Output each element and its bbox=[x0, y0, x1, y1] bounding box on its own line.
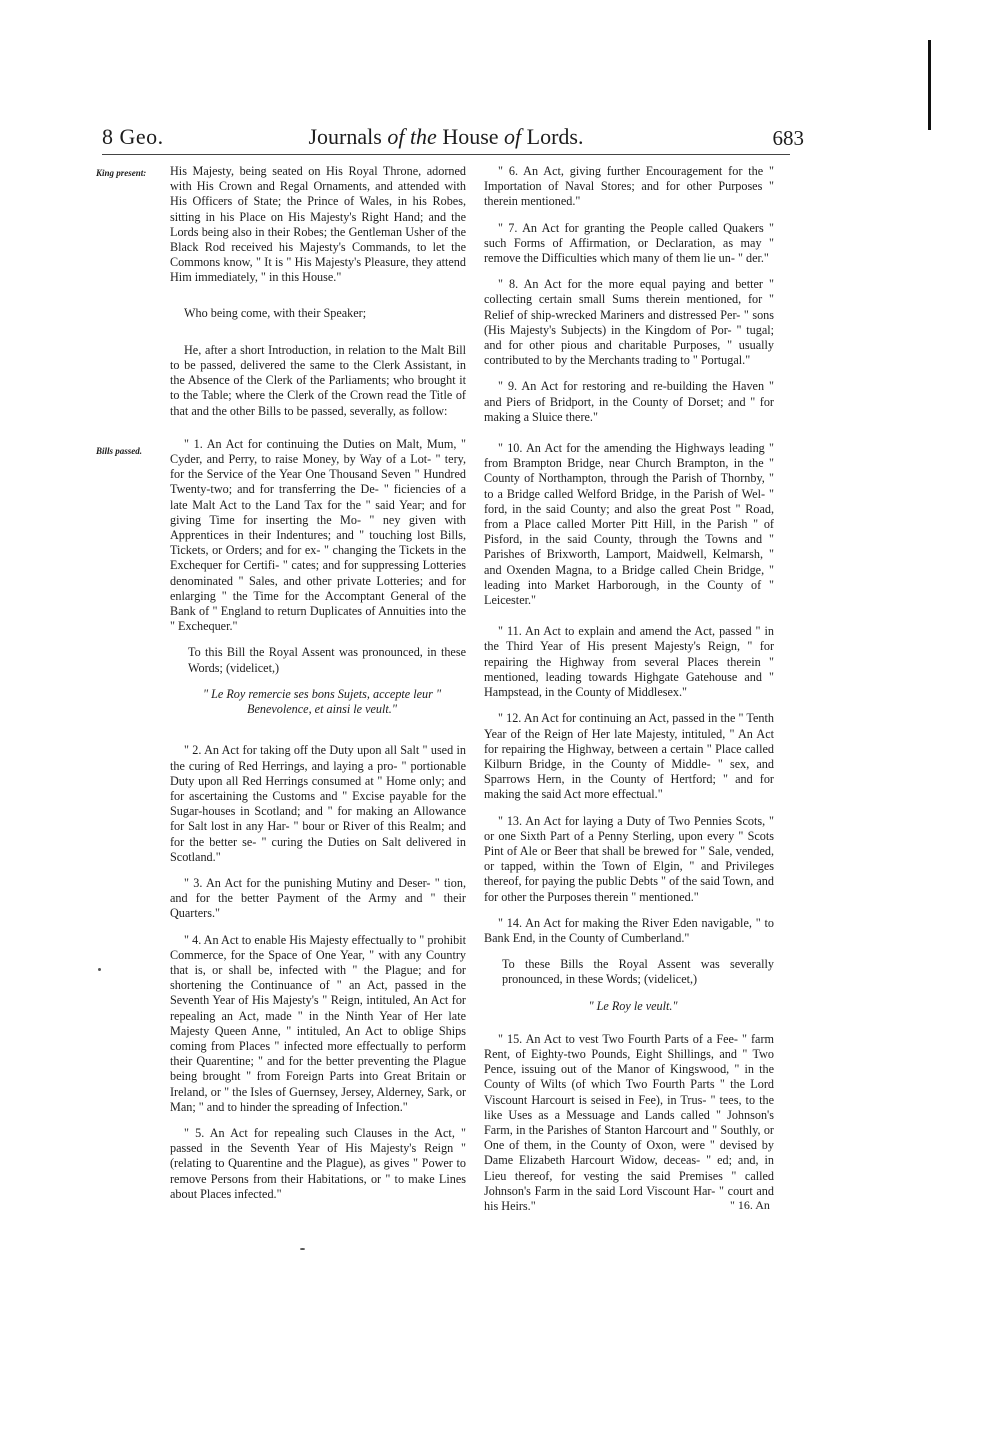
header-rule bbox=[102, 154, 790, 155]
paragraph: " 12. An Act for continuing an Act, passed in the " Tenth Year of the Reign of Her late Majesty, intituled, " An Act for repairing the Highway, between a certain " Place called Kilburn Bridge, in the County of Middle- " sex, and Sparrows Hern, in the County of Hertford; " and for making the said Act more effectual." bbox=[484, 711, 774, 802]
paragraph: " 6. An Act, giving further Encouragement for the " Importation of Naval Stores; and for other Purposes " therein mentioned." bbox=[484, 164, 774, 209]
paragraph: " 5. An Act for repealing such Clauses in the Act, " passed in the Seventh Year of His Majesty's Reign " (relating to Quarentine and the Plague), as gives " Power to remove Persons from their Habitations, or " to make Lines about Places infected." bbox=[170, 1125, 466, 1201]
ink-speck bbox=[98, 968, 101, 971]
paragraph: " 8. An Act for the more equal paying and better " collecting certain small Sums therein mentioned, for " Relief of ship-wrecked Mariners and distressed Per- " sons (His Majesty's Subjects) in the Kingdom of Por- " tugal; and for other pious and charitable Purposes, " usually contributed to by the Merchants trading to " Portugal." bbox=[484, 277, 774, 368]
paragraph: " 7. An Act for granting the People called Quakers " such Forms of Affirmation, or Declaration, as may " remove the Difficulties which many of them lie un- " der." bbox=[484, 220, 774, 266]
paragraph: " 9. An Act for restoring and re-building the Haven " and Piers of Bridport, in the County of Dorset; and " for making a Sluice there." bbox=[484, 379, 774, 424]
margin-note-bills-passed: Bills passed. bbox=[96, 446, 143, 456]
paragraph: To this Bill the Royal Assent was pronounced, in these Words; (videlicet,) bbox=[188, 645, 466, 675]
paragraph: " 4. An Act to enable His Majesty effectually to " prohibit Commerce, for the Space of One Year, " with any Country that is, or shall be, infected with " the Plague; and for shortening the Continuance of " an Act, passed in the Seventh Year of His Majesty's " Reign, intituled, An Act for repealing an Act, made " in the Ninth Year of Her late Majesty Queen Anne, " intituled, An Act to oblige Ships coming from Places " infected more effectually to perform their Quarentine; " and for the better preventing the Plague being brought " from Foreign Parts into Great Britain or Ireland, or " the Isles of Guernsey, Jersey, Alderney, Sark, or Man; " and to hinder the spreading of Infection." bbox=[170, 932, 466, 1114]
left-column bbox=[170, 164, 466, 1213]
paragraph: " 14. An Act for making the River Eden navigable, " to Bank End, in the County of Cumberland." bbox=[484, 915, 774, 945]
title-part: House bbox=[442, 124, 505, 149]
paragraph: " Le Roy remercie ses bons Sujets, accepte leur " Benevolence, et ainsi le veult." bbox=[202, 686, 442, 717]
paragraph: " 1. An Act for continuing the Duties on Malt, Mum, " Cyder, and Perry, to raise Money, by Way of a Lot- " tery, for the Service of the Year One Thousand Seven " Hundred Twenty-two; and for transferring the De- " ficiencies of a late Malt Act to the Land Tax for the " said Year; and for giving Time for inserting the Mo- " ney given with Apprentices in their Indentures; and " touching lost Bills, Tickets, or Orders; and for ex- " changing the Tickets in the Exchequer for Certifi- " cates; and for suppressing Lotteries denominated " Sales, and other private Lotteries; and for enlarging " the Time for the Accomptant General of the Bank of " England to return Duplicates of Annuities into the " Exchequer." bbox=[170, 436, 466, 634]
paragraph: His Majesty, being seated on His Royal Throne, adorned with His Crown and Regal Ornaments, and attended with His Officers of State; the Prince of Wales, in his Robes, sitting in his Place on His Majesty's Right Hand; and the Lords being also in their Robes; the Gentleman Usher of the Black Rod received his Majesty's Commands, to let the Commons know, " It is " His Majesty's Pleasure, they attend Him immediately, " in this House." bbox=[170, 164, 466, 285]
paragraph: " 15. An Act to vest Two Fourth Parts of a Fee- " farm Rent, of Eighty-two Pounds, Eight Shillings, and " Two Pence, issuing out of the Manor of Kingswood, " in the County of Wilts (of which Two Fourth Parts " the Lord Viscount Harcourt is seised in Fee), in Trus- " tees, to the like Uses as a Messuage and Lands called " Johnson's Farm, in the Parishes of Stanton Harcourt and " Southly, or One of them, in the County of Oxon, were " devised by Dame Elizabeth Harcourt Widow, deceas- " ed; and, in Lieu thereof, for vesting the said Premises " called Johnson's Farm in the said Lord Viscount Har- " court and his Heirs." bbox=[484, 1031, 774, 1213]
journal-title bbox=[102, 124, 790, 150]
title-part: Journals bbox=[308, 124, 388, 149]
paragraph: " 13. An Act for laying a Duty of Two Pennies Scots, " or one Sixth Part of a Penny Sterling, upon every " Scots Pint of Ale or Beer that shall be brewed for " Sale, vended, or tapped, within the Town of Elgin, " and Privileges thereof, for paying the public Debts " of the said Town, and for other the Purposes therein " mentioned." bbox=[484, 813, 774, 904]
title-part: Lords. bbox=[526, 124, 584, 149]
paragraph: " 3. An Act for the punishing Mutiny and Deser- " tion, and for the better Payment of the Army and " their Quarters." bbox=[170, 875, 466, 921]
paragraph: Who being come, with their Speaker; bbox=[184, 305, 367, 320]
paragraph: " Le Roy le veult." bbox=[588, 998, 678, 1013]
paragraph: " 2. An Act for taking off the Duty upon all Salt " used in the curing of Red Herrings, and laying a pro- " portionable Duty upon all Red Herrings consumed at " Home only; and for ascertaining the Customs and " Excise payable for the Sugar-houses in Scotland; and " for making an Allowance for Salt lost in any Har- " bour or River of this Realm; and for the better se- " curing the Duties on Salt delivered in Scotland." bbox=[170, 743, 466, 864]
title-part: of bbox=[504, 124, 527, 149]
title-part: of the bbox=[387, 124, 443, 149]
paragraph: He, after a short Introduction, in relation to the Malt Bill to be passed, delivered the same to the Clerk Assistant, in the Absence of the Clerk of the Parliaments; who brought it to the Table; where the Clerk of the Crown read the Title of that and the other Bills to be passed, severally, as follow: bbox=[170, 342, 466, 418]
page-edge-mark bbox=[928, 40, 931, 130]
running-header bbox=[102, 124, 804, 154]
right-column bbox=[484, 164, 774, 1225]
ink-speck bbox=[300, 1248, 305, 1250]
paragraph: " 11. An Act to explain and amend the Act, passed " in the Third Year of His present Majesty's Reign, " for repairing the Highway from several Places therein " mentioned, leading towards Highgate Gatehouse and " Hampstead, in the County of Middlesex." bbox=[484, 624, 774, 700]
catchword: " 16. An bbox=[730, 1198, 770, 1212]
page-number: 683 bbox=[772, 126, 804, 150]
margin-note-king-present: King present: bbox=[96, 168, 147, 178]
regnal-year: 8 Geo. bbox=[102, 124, 164, 149]
paragraph: To these Bills the Royal Assent was severally pronounced, in these Words; (videlicet,) bbox=[502, 957, 774, 987]
paragraph: " 10. An Act for the amending the Highways leading " from Brampton Bridge, near Church Brampton, in the " County of Northampton, through the Parish of Thornby, " to a Bridge called Welford Bridge, in the Parish of Wel- " ford, in the said County; and also the great Post " Road, from a Place called Morter Pitt Hill, in the Parish " of Pisford, in the said County, through the Towns and " Parishes of Brixworth, Lamport, Maidwell, Kelmarsh, " and Oxenden Magna, to a Bridge called Chein Bridge, " leading into Market Harborough, in the County of " Leicester." bbox=[484, 441, 774, 608]
